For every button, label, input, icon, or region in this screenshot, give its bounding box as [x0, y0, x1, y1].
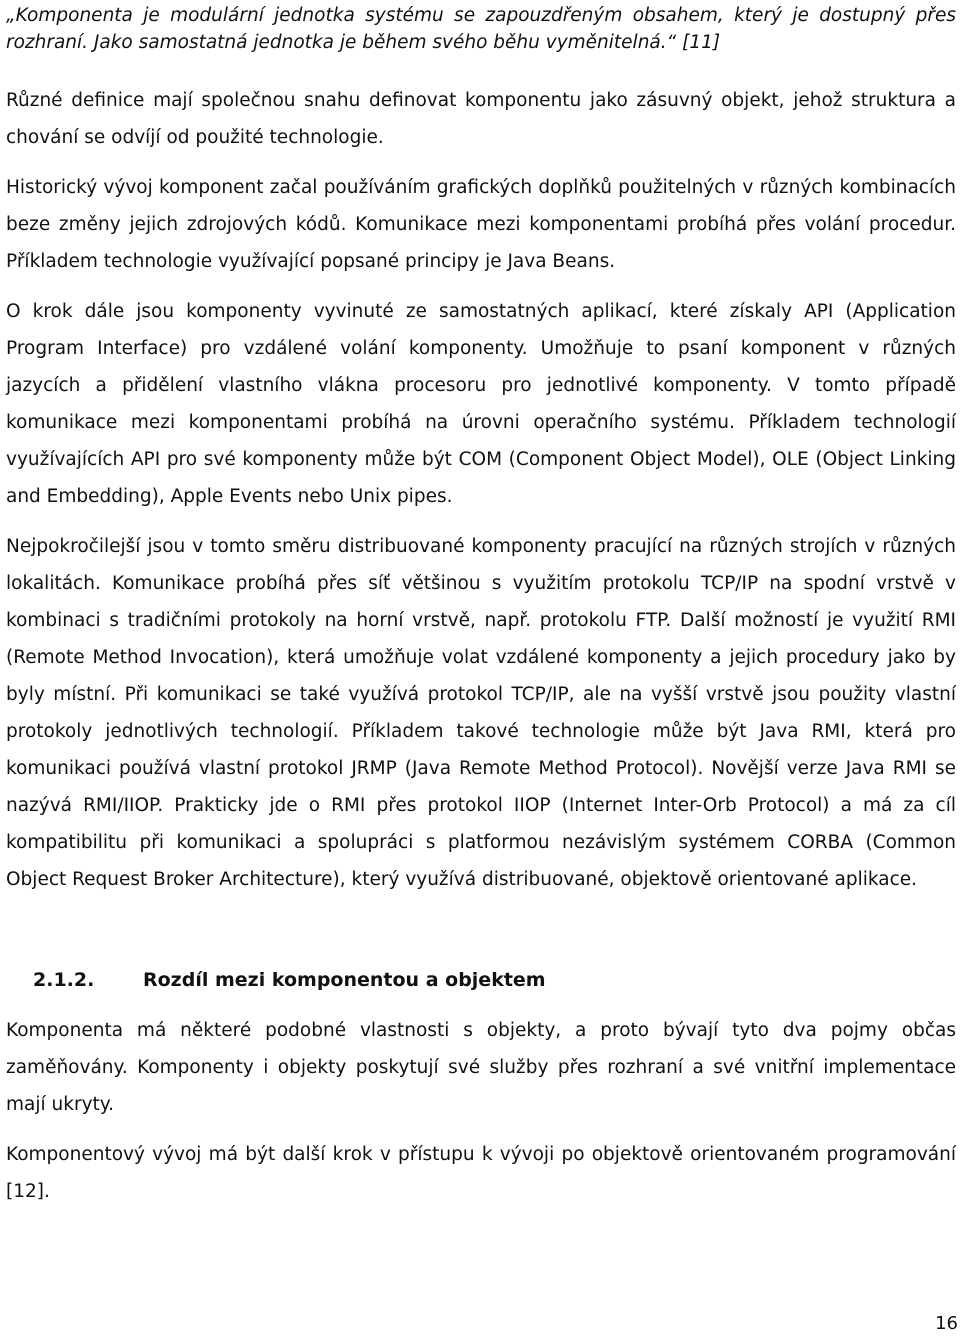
paragraph-definitions: Různé definice mají společnou snahu definovat komponentu jako zásuvný objekt, jehož struktura a chování se odvíjí od použité technologie. [6, 90, 956, 148]
definition-quote: „Komponenta je modulární jednotka systému se zapouzdřeným obsahem, který je dostupný přes rozhraní. Jako samostatná jednotka je během svého běhu vyměnitelná.“ [11] [6, 5, 956, 53]
section-title: Rozdíl mezi komponentou a objektem [143, 969, 546, 991]
section-heading [33, 962, 956, 999]
paragraph-component-development: Komponentový vývoj má být další krok v přístupu k vývoji po objektově orientovaném programování [12]. [6, 1144, 956, 1202]
section-number: 2.1.2. [33, 969, 95, 991]
paragraph-api: O krok dále jsou komponenty vyvinuté ze samostatných aplikací, které získaly API (Application Program Interface) pro vzdálené volání komponenty. Umožňuje to psaní komponent v různých jazycích a přidělení vlastního vlákna procesoru pro jednotlivé komponenty. V tomto případě komunikace mezi komponentami probíhá na úrovni operačního systému. Příkladem technologií využívajících API pro své komponenty může být COM (Component Object Model), OLE (Object Linking and Embedding), Apple Events nebo Unix pipes. [6, 301, 956, 507]
paragraph-component-vs-object: Komponenta má některé podobné vlastnosti s objekty, a proto bývají tyto dva pojmy občas zaměňovány. Komponenty i objekty poskytují své služby přes rozhraní a své vnitřní implementace mají ukryty. [6, 1020, 956, 1115]
paragraph-history: Historický vývoj komponent začal používáním grafických doplňků použitelných v různých kombinacích beze změny jejich zdrojových kódů. Komunikace mezi komponentami probíhá přes volání procedur. Příkladem technologie využívající popsané principy je Java Beans. [6, 177, 956, 272]
page-number: 16 [935, 1313, 958, 1334]
document-page [6, 0, 956, 1210]
paragraph-distributed: Nejpokročilejší jsou v tomto směru distribuované komponenty pracující na různých strojích v různých lokalitách. Komunikace probíhá přes síť většinou s využitím protokolu TCP/IP na spodní vrstvě v kombinaci s tradičními protokoly na horní vrstvě, např. protokolu FTP. Další možností je využití RMI (Remote Method Invocation), která umožňuje volat vzdálené komponenty a jejich procedury jako by byly místní. Při komunikaci se také využívá protokol TCP/IP, ale na vyšší vrstvě jsou použity vlastní protokoly jednotlivých technologií. Příkladem takové technologie může být Java RMI, která pro komunikaci používá vlastní protokol JRMP (Java Remote Method Protocol). Novější verze Java RMI se nazývá RMI/IIOP. Prakticky jde o RMI přes protokol IIOP (Internet Inter-Orb Protocol) a má za cíl kompatibilitu při komunikaci a spolupráci s platformou nezávislým systémem CORBA (Common Object Request Broker Architecture), který využívá distribuované, objektově orientované aplikace. [6, 536, 956, 890]
